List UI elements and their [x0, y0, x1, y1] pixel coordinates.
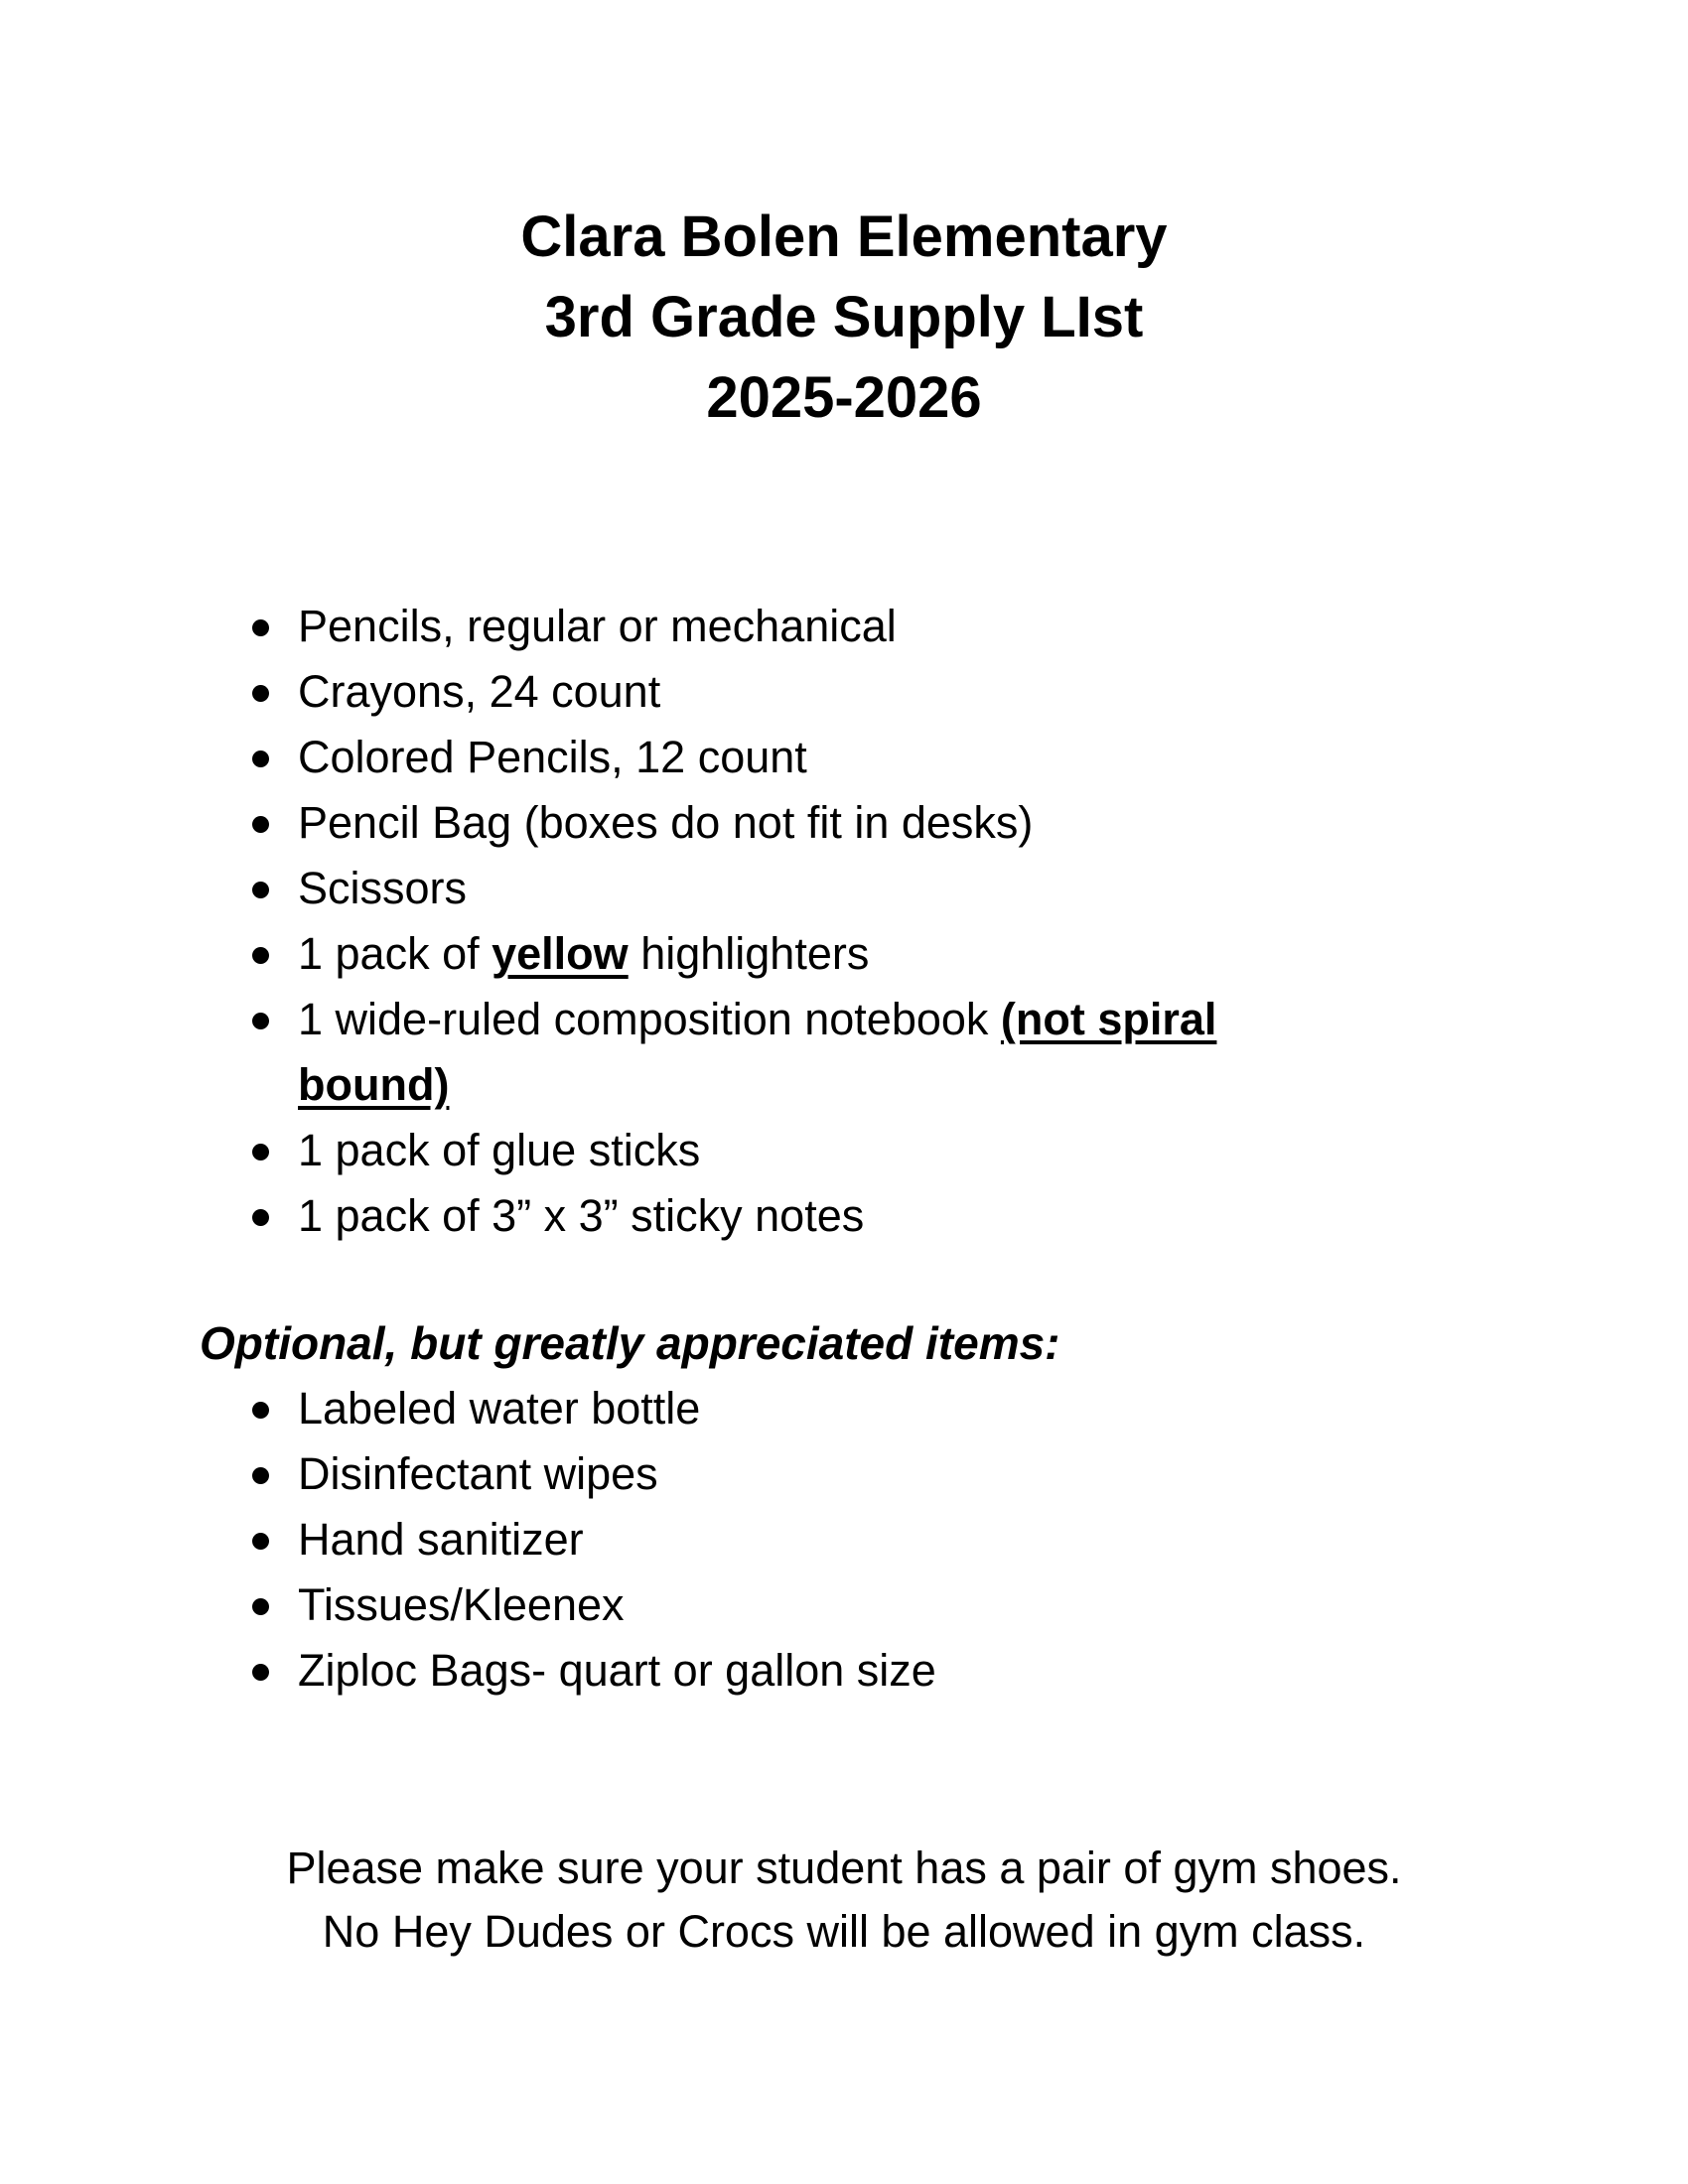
supply-item [0, 790, 1350, 856]
supply-item [0, 659, 1350, 725]
footer-line-1: Please make sure your student has a pair of gym shoes. [286, 1843, 1402, 1893]
bullet-icon [252, 751, 269, 767]
optional-item [0, 1441, 1350, 1507]
optional-item-text: Ziploc Bags- quart or gallon size [298, 1645, 936, 1696]
bullet-icon [252, 1664, 269, 1681]
bullet-icon [252, 1209, 269, 1226]
supply-item-emphasis: yellow [492, 928, 629, 979]
bullet-icon [252, 816, 269, 833]
footer-line-2: No Hey Dudes or Crocs will be allowed in gym class. [322, 1906, 1366, 1957]
supply-item-text: Scissors [298, 863, 468, 913]
supply-item [0, 594, 1350, 659]
optional-item [0, 1638, 1350, 1704]
supply-item-text: Pencil Bag (boxes do not fit in desks) [298, 797, 1034, 848]
supply-item-text: 1 pack of [298, 928, 492, 979]
supply-item-text: Crayons, 24 count [298, 666, 661, 717]
optional-item [0, 1376, 1350, 1441]
supply-item [0, 1183, 1350, 1249]
supply-item-text: 1 pack of glue sticks [298, 1125, 701, 1175]
optional-item-text: Disinfectant wipes [298, 1448, 658, 1499]
supply-item-text: 1 pack of 3” x 3” sticky notes [298, 1190, 865, 1241]
bullet-icon [252, 1144, 269, 1160]
supply-item-text: 1 wide-ruled composition notebook [298, 994, 1001, 1044]
optional-heading: Optional, but greatly appreciated items: [200, 1317, 1060, 1369]
title-block [0, 197, 1688, 438]
supply-item-text: Pencils, regular or mechanical [298, 601, 897, 651]
optional-item [0, 1572, 1350, 1638]
optional-item-text: Tissues/Kleenex [298, 1579, 625, 1630]
supply-item [0, 987, 1350, 1118]
bullet-icon [252, 1533, 269, 1550]
bullet-icon [252, 1598, 269, 1615]
supply-item-text: Colored Pencils, 12 count [298, 732, 807, 782]
optional-item-text: Hand sanitizer [298, 1514, 584, 1565]
footer-note [0, 1837, 1688, 1964]
bullet-icon [252, 1402, 269, 1419]
bullet-icon [252, 685, 269, 702]
optional-item [0, 1507, 1350, 1572]
bullet-icon [252, 619, 269, 636]
supply-item [0, 1118, 1350, 1183]
supply-item-text-after: highlighters [628, 928, 870, 979]
school-name: Clara Bolen Elementary [520, 205, 1168, 269]
supply-item-emphasis: (not spiral bound) [298, 994, 1217, 1110]
optional-item-text: Labeled water bottle [298, 1383, 701, 1433]
optional-list [0, 1376, 1350, 1704]
supply-item [0, 921, 1350, 987]
supply-item [0, 856, 1350, 921]
bullet-icon [252, 1467, 269, 1484]
bullet-icon [252, 1013, 269, 1029]
school-year: 2025-2026 [706, 365, 982, 430]
supply-list [0, 594, 1350, 1249]
list-title: 3rd Grade Supply LIst [544, 285, 1144, 349]
bullet-icon [252, 947, 269, 964]
bullet-icon [252, 882, 269, 898]
supply-item [0, 725, 1350, 790]
